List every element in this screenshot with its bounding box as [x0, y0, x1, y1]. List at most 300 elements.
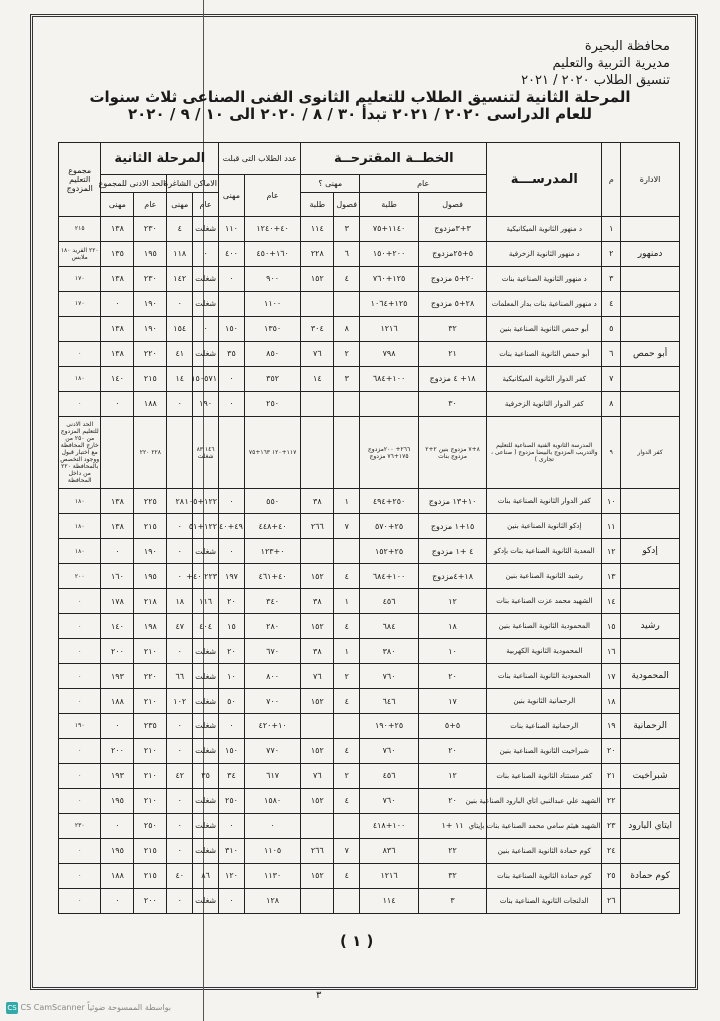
cell-ag: ١١٠٠ [244, 291, 300, 316]
cell-d: ١٨٠ [59, 514, 101, 539]
cell-st: ٦٨٤ [360, 614, 419, 639]
cell-d: ٠ [59, 341, 101, 366]
cell-d: ٠ [59, 738, 101, 763]
cell-mg: ٢١٨ [134, 589, 167, 614]
cell-n: ١٢ [602, 539, 621, 564]
cell-st: ٢٥+١٩٠ [360, 714, 419, 739]
cell-mv: ١٤٠ [101, 366, 134, 391]
cell-vc [334, 714, 360, 739]
cell-cls: ٢٠ [418, 738, 486, 763]
cell-d: ٠ [59, 788, 101, 813]
cell-vv: ١٤٢ [167, 266, 193, 291]
cell-vs: ٣٠٤ [301, 316, 334, 341]
cell-av: ٠ [219, 539, 245, 564]
cell-vc: ٤ [334, 564, 360, 589]
cell-mg: ٢٢٠ [134, 664, 167, 689]
cell-mv: ١٤٠ [101, 614, 134, 639]
cell-av: ٣١٠ [219, 838, 245, 863]
cell-school: د منهور الصناعية بنات بدار المعلمات [487, 291, 602, 316]
cell-vv: ٠ [167, 391, 193, 416]
cell-vg: ١١٦ [193, 589, 219, 614]
col-students: طلبة [360, 193, 419, 217]
cell-st: ١٢٥+٧٦٠ [360, 266, 419, 291]
cell-vs [301, 416, 334, 489]
cell-vc [334, 813, 360, 838]
cell-av: ١١٠ [219, 217, 245, 242]
table-row [59, 416, 680, 489]
col-plan-general: عام [360, 175, 487, 193]
cell-ag: ٨٠٠ [244, 664, 300, 689]
cell-cls: ٥+٥ [418, 714, 486, 739]
cell-ag: ٤٠+١٢٤٠ [244, 217, 300, 242]
cell-school: كوم حمادة الثانوية الصناعية بنين [487, 838, 602, 863]
cell-school: رشيد الثانوية الصناعية بنين [487, 564, 602, 589]
col-num: م [602, 143, 621, 217]
cell-av: ٠ [219, 489, 245, 514]
cell-mg: ٢٢٠ [134, 341, 167, 366]
cell-mv: ١٧٨ [101, 589, 134, 614]
cell-st: ١٢١٦ [360, 863, 419, 888]
cell-ag: ٣٥٢ [244, 366, 300, 391]
cell-d: ٠ [59, 391, 101, 416]
cell-mg: ١٩٥ [134, 241, 167, 266]
cell-vs [301, 714, 334, 739]
cell-idara [621, 564, 680, 589]
cell-vg: شغلت [193, 813, 219, 838]
cell-d: ٢٣٠ [59, 813, 101, 838]
cell-vc [334, 291, 360, 316]
cell-n: ٢٠ [602, 738, 621, 763]
cell-school: كفر مستناد الثانوية الصناعية بنات [487, 763, 602, 788]
cell-mg: ٢٢٨ ٢٢٠ [134, 416, 167, 489]
cell-school: أبو حمص الثانوية الصناعية بنين [487, 316, 602, 341]
cell-idara [621, 788, 680, 813]
cell-cls: ٥+٢٥مزدوج [418, 241, 486, 266]
cell-vs: ٧٦ [301, 763, 334, 788]
cell-mg: ٢١٥ [134, 863, 167, 888]
cell-st: ٧٩٨ [360, 341, 419, 366]
cell-vs: ١٥٢ [301, 614, 334, 639]
cell-d: الحد الادنى للتعليم المزدوج من ٢٥٠ من خارج المحافظة مع اختبار قبول ووجود التخصص بالمحافظة ٢٢٠ من داخل المحافظة [59, 416, 101, 489]
cell-vs: ١٥٢ [301, 564, 334, 589]
cell-mg: ٢٣٠ [134, 217, 167, 242]
cell-st [360, 391, 419, 416]
cell-vv: ٤١ [167, 341, 193, 366]
cell-ag: ١٥٨٠ [244, 788, 300, 813]
table-row [59, 241, 680, 266]
cell-idara [621, 489, 680, 514]
governorate-line: محافظة البحيرة [584, 39, 670, 54]
col-min-general: عام [134, 193, 167, 217]
col-classes: فصول [418, 193, 486, 217]
cell-av: ١٠ [219, 664, 245, 689]
cell-mg: ٢١٥ [134, 838, 167, 863]
col-vacant-vocational: مهنى [167, 193, 193, 217]
col-plan: الخطــة المقترحــة [301, 143, 487, 175]
cell-school: الدلنجات الثانوية الصناعية بنات [487, 888, 602, 913]
cell-vs: ١٥٢ [301, 689, 334, 714]
cell-st: ١٢٥+١٠٦٤ [360, 291, 419, 316]
cell-mv: ٠ [101, 539, 134, 564]
cell-av: ١٢٠ [219, 863, 245, 888]
cell-n: ٢٤ [602, 838, 621, 863]
cell-mv: ١٩٣ [101, 763, 134, 788]
cell-school: د منهور الثانوية الزخرفية [487, 241, 602, 266]
table-row [59, 738, 680, 763]
table-row [59, 614, 680, 639]
cell-ag: ١٣٥٠ [244, 316, 300, 341]
cell-school: كفر الدوار الثانوية الزخرفية [487, 391, 602, 416]
cell-mv: ١٣٨ [101, 217, 134, 242]
cell-vs: ٣٨ [301, 589, 334, 614]
cell-n: ٧ [602, 366, 621, 391]
col-dual: مجموع التعليم المزدوج [59, 143, 101, 217]
cell-vv: ٠ [167, 539, 193, 564]
cell-vg: شغلت [193, 266, 219, 291]
cell-ag: ٧٧٠ [244, 738, 300, 763]
table-row [59, 664, 680, 689]
cell-mg: ١٨٨ [134, 391, 167, 416]
cell-vg: شغلت [193, 291, 219, 316]
col-acc-vocational: مهنى [219, 175, 245, 217]
cell-cls: ٨+٧ مزدوج بنين ٢+٢ مزدوج بنات [418, 416, 486, 489]
cell-d: ١٧٠ [59, 266, 101, 291]
cell-idara [621, 514, 680, 539]
cell-vc [334, 539, 360, 564]
cell-vg: ٤٠٤ [193, 614, 219, 639]
cell-cls: ٣٢ [418, 316, 486, 341]
cell-school: كفر الدوار الثانوية الميكانيكية [487, 366, 602, 391]
cell-vc: ٤ [334, 266, 360, 291]
cell-mg: ١٩٥ [134, 564, 167, 589]
cell-cls: ٢٠ [418, 788, 486, 813]
cell-st: ٦٤٦ [360, 689, 419, 714]
cell-cls: ١٢ [418, 763, 486, 788]
cell-idara [621, 316, 680, 341]
cell-cls: ٢٠+٥ مزدوج [418, 266, 486, 291]
table-row [59, 564, 680, 589]
cell-vg: شغلت [193, 888, 219, 913]
cell-ag: ٥٥٠ [244, 489, 300, 514]
col-accepted: عدد الطلاب التى قبلت [219, 143, 301, 175]
cell-school: كوم حمادة الثانوية الصناعية بنات [487, 863, 602, 888]
cell-cls: ٢١ [418, 341, 486, 366]
cell-vc: ٤ [334, 788, 360, 813]
cell-ag: ١٠+٤٢٠ [244, 714, 300, 739]
table-row [59, 341, 680, 366]
cell-av: ١٥٠ [219, 738, 245, 763]
table-row [59, 863, 680, 888]
cell-d: ٠ [59, 863, 101, 888]
cell-vc: ٣ [334, 366, 360, 391]
cell-vg: ٨٦ [193, 863, 219, 888]
cell-n: ٢٦ [602, 888, 621, 913]
cell-vv: ١١٨ [167, 241, 193, 266]
cell-av: ٠ [219, 266, 245, 291]
cell-school: الشهيد محمد عزت الصناعية بنات [487, 589, 602, 614]
cell-n: ١٠ [602, 489, 621, 514]
cell-ag: ٤٠+٤٦١ [244, 564, 300, 589]
cell-cls: ٢٨+٥ مزدوج [418, 291, 486, 316]
cell-d: ١٧٠ [59, 291, 101, 316]
cell-vc: ٦ [334, 241, 360, 266]
admissions-table [58, 142, 680, 914]
cell-vv: ١٥٤ [167, 316, 193, 341]
cell-vs: ٧٦ [301, 664, 334, 689]
cell-vv: ٠ [167, 813, 193, 838]
cell-mv: ٢٠٠ [101, 738, 134, 763]
cell-vc: ٢ [334, 763, 360, 788]
cell-n: ٨ [602, 391, 621, 416]
cell-av: ٢٥٠ [219, 788, 245, 813]
cell-av: ٣٤ [219, 763, 245, 788]
table-row [59, 366, 680, 391]
cell-d: ١٨٠ [59, 489, 101, 514]
cell-mg: ٢٥٠ [134, 813, 167, 838]
col-min-vocational: مهنى [101, 193, 134, 217]
cell-vc: ٤ [334, 614, 360, 639]
cell-mg: ٢١٠ [134, 689, 167, 714]
cell-d: ١٨٠ [59, 366, 101, 391]
col-students-v: طلبة [301, 193, 334, 217]
cell-idara [621, 217, 680, 242]
cell-mv: ٠ [101, 813, 134, 838]
cell-vs: ٧٦ [301, 341, 334, 366]
cell-n: ١٩ [602, 714, 621, 739]
cell-vg: ١٤٦ ٨٣ شغلت [193, 416, 219, 489]
cell-mg: ٢١٥ [134, 366, 167, 391]
document-header [50, 38, 670, 123]
cell-n: ٢٣ [602, 813, 621, 838]
cell-vv: ١٤ [167, 366, 193, 391]
cell-idara [621, 838, 680, 863]
cell-mv: ٠ [101, 888, 134, 913]
cell-school: د منهور الثانوية الميكانيكية [487, 217, 602, 242]
cell-vg: ٠ [193, 316, 219, 341]
cell-vg: شغلت [193, 217, 219, 242]
cell-av: ١٩٧ [219, 564, 245, 589]
cell-vg: ١٩٠ [193, 391, 219, 416]
cell-d: ٠ [59, 639, 101, 664]
cell-idara: إدكو [621, 539, 680, 564]
cell-vg: شغلت [193, 788, 219, 813]
table-row [59, 714, 680, 739]
cell-st: ٢٥+٥٧٠ [360, 514, 419, 539]
cell-av: ٤٠٠ [219, 241, 245, 266]
cell-av: ٥٠ [219, 689, 245, 714]
cell-mg: ١٩٨ [134, 614, 167, 639]
cell-vg: شغلت [193, 664, 219, 689]
cell-idara [621, 291, 680, 316]
col-classes-v: فصول [334, 193, 360, 217]
cell-vs [301, 391, 334, 416]
cell-mv: ٠ [101, 291, 134, 316]
cell-vc [334, 391, 360, 416]
cell-av: ٠ [219, 888, 245, 913]
cell-vc: ٢ [334, 341, 360, 366]
cell-n: ٣ [602, 266, 621, 291]
table-row [59, 639, 680, 664]
table-row [59, 266, 680, 291]
cell-cls: ٣+٣مزدوج [418, 217, 486, 242]
cell-mg: ٢١٠ [134, 639, 167, 664]
cell-st: ١٢١٦ [360, 316, 419, 341]
cell-ag: ٣٤٠ [244, 589, 300, 614]
cell-idara: رشيد [621, 614, 680, 639]
cell-d: ١٩٠ [59, 714, 101, 739]
cell-school: المحمودية الثانوية الكهربية [487, 639, 602, 664]
cell-mv: ٢٠٠ [101, 639, 134, 664]
cell-vg: ٢٢٣ ٤٠+ [193, 564, 219, 589]
cell-d: ٢٠٠ [59, 564, 101, 589]
cell-vv: ٠ [167, 564, 193, 589]
cell-n: ١٨ [602, 689, 621, 714]
cell-ag: ١٢٨ [244, 888, 300, 913]
cell-d: ١٨٠ [59, 539, 101, 564]
cell-idara [621, 589, 680, 614]
table-row [59, 888, 680, 913]
cell-d: ٠ [59, 664, 101, 689]
cell-st: ٧٦٠ [360, 788, 419, 813]
cell-vs: ٢٢٨ [301, 241, 334, 266]
cell-av: ٢٠ [219, 589, 245, 614]
cell-d: ٠ [59, 888, 101, 913]
cell-vs: ٢٦٦ [301, 514, 334, 539]
scanner-watermark [6, 1002, 171, 1014]
cell-school: د منهور الثانوية الصناعية بنات [487, 266, 602, 291]
col-vacant: الاماكن الشاغرة [167, 175, 219, 193]
cell-ag: ٢٨٠ [244, 614, 300, 639]
cell-ag: ٠+١٢٣ [244, 539, 300, 564]
cell-vg: شغلت [193, 639, 219, 664]
camscanner-icon: CS [7, 1004, 17, 1012]
cell-mv [101, 416, 134, 489]
cell-av: ٠ [219, 391, 245, 416]
cell-vc [334, 416, 360, 489]
cell-n: ٩ [602, 416, 621, 489]
cell-vc: ٤ [334, 863, 360, 888]
cell-cls: ١٠+١٣ مزدوج [418, 489, 486, 514]
cell-st: ٤٥٦ [360, 589, 419, 614]
cell-idara [621, 888, 680, 913]
page-number: ( ١ ) [340, 932, 374, 950]
table-row [59, 316, 680, 341]
cell-vv: ٠ [167, 738, 193, 763]
table-row [59, 489, 680, 514]
cell-mg: ٢١٥ [134, 514, 167, 539]
cell-cls: ٣ [418, 888, 486, 913]
cell-vg: ١٢٢+١٠٥ [193, 489, 219, 514]
cell-st: ٢٥+١٥٢ [360, 539, 419, 564]
cell-vs [301, 539, 334, 564]
cell-av: ٤٩+٤٠ [219, 514, 245, 539]
cell-cls: ١٨ [418, 614, 486, 639]
footer-number: ٣ [316, 990, 322, 1001]
cell-vv: ٤٠ [167, 863, 193, 888]
cell-school: كفر الدوار الثانوية الصناعية بنات [487, 489, 602, 514]
cell-n: ٤ [602, 291, 621, 316]
cell-mg: ٢٣٠ [134, 266, 167, 291]
cell-mg: ٢١٠ [134, 763, 167, 788]
cell-vv: ٠ [167, 291, 193, 316]
cell-vc: ٤ [334, 738, 360, 763]
cell-mv: ١٨٨ [101, 863, 134, 888]
cell-school: المدرسة الثانوية الفنية الصناعية للتعليم والتدريب المزدوج بالبيضا مزدوج ( صناعى ، تجارى ) [487, 416, 602, 489]
cell-ag: ١٦٠+٤٥٠ [244, 241, 300, 266]
cell-mg: ١٩٠ [134, 291, 167, 316]
table-row [59, 788, 680, 813]
cell-st: ٨٣٦ [360, 838, 419, 863]
cell-mv: ١٩٥ [101, 788, 134, 813]
cell-mv: ١٣٥ [101, 241, 134, 266]
cell-vg: ٣٥ [193, 763, 219, 788]
cell-vv: ٦٦ [167, 664, 193, 689]
cell-d: ٠ [59, 763, 101, 788]
cell-vv: ٠ [167, 788, 193, 813]
cell-school: أبو حمص الثانوية الصناعية بنات [487, 341, 602, 366]
cell-cls: ٤ +١ مزدوج [418, 539, 486, 564]
cell-mv: ١٣٨ [101, 341, 134, 366]
col-min-total: الحد الادنى للمجموع [101, 175, 167, 193]
cell-ag: ٦١٧ [244, 763, 300, 788]
cell-school: الرحمانية الثانوية بنين [487, 689, 602, 714]
cell-st: ٢٠٠+١٥٠ [360, 241, 419, 266]
cell-cls: ١٢ [418, 589, 486, 614]
document-subtitle: للعام الدراسى ٢٠٢٠ / ٢٠٢١ تبدأ ٣٠ / ٨ / ٢٠٢٠ الى ١٠ / ٩ / ٢٠٢٠ [128, 105, 592, 123]
cell-school: المعدية الثانوية الصناعية بنات بإدكو [487, 539, 602, 564]
cell-d: ٠ [59, 838, 101, 863]
cell-mv: ١٣٨ [101, 489, 134, 514]
cell-mg: ٢٢٥ [134, 489, 167, 514]
cell-d: ٢١٥ [59, 217, 101, 242]
cell-vv: ٤٧ [167, 614, 193, 639]
cell-vs [301, 888, 334, 913]
cell-cls: ٣٠ [418, 391, 486, 416]
cell-d: ٠ [59, 589, 101, 614]
cell-vg: شغلت [193, 738, 219, 763]
cell-vc: ٧ [334, 838, 360, 863]
cell-n: ٦ [602, 341, 621, 366]
cell-idara: شبراخيت [621, 763, 680, 788]
cell-vs: ٣٨ [301, 489, 334, 514]
cell-cls: ١٧ [418, 689, 486, 714]
cell-vg: ١٢٢+٥١ [193, 514, 219, 539]
cell-ag: ٨٥٠ [244, 341, 300, 366]
cell-vv: ٠ [167, 888, 193, 913]
cell-mv: ٠ [101, 391, 134, 416]
cell-vv: ٠ [167, 514, 193, 539]
watermark-text: CS CamScanner بواسطة الممسوحة ضوئياً [20, 1003, 171, 1012]
cell-vg: شغلت [193, 341, 219, 366]
col-acc-general: عام [244, 175, 300, 217]
cell-st: ١٠٠+٦٨٤ [360, 564, 419, 589]
cell-mg: ٢٣٥ [134, 714, 167, 739]
cell-n: ١٧ [602, 664, 621, 689]
document-title: المرحلة الثانية لتنسيق الطلاب للتعليم الثانوى الفنى الصناعى ثلاث سنوات [89, 88, 631, 106]
cell-st: ٤٥٦ [360, 763, 419, 788]
cell-idara: ايتاي البارود [621, 813, 680, 838]
cell-idara [621, 639, 680, 664]
cell-vs: ١١٤ [301, 217, 334, 242]
table-row [59, 763, 680, 788]
cell-vg: شغلت [193, 714, 219, 739]
cell-st: ٢٥٠+٤٩٤ [360, 489, 419, 514]
cell-vv: ١٨ [167, 589, 193, 614]
cell-av: ٠ [219, 813, 245, 838]
cell-ag: ٠ [244, 813, 300, 838]
cell-cls: ١٥+١ مزدوج [418, 514, 486, 539]
cell-n: ١٦ [602, 639, 621, 664]
